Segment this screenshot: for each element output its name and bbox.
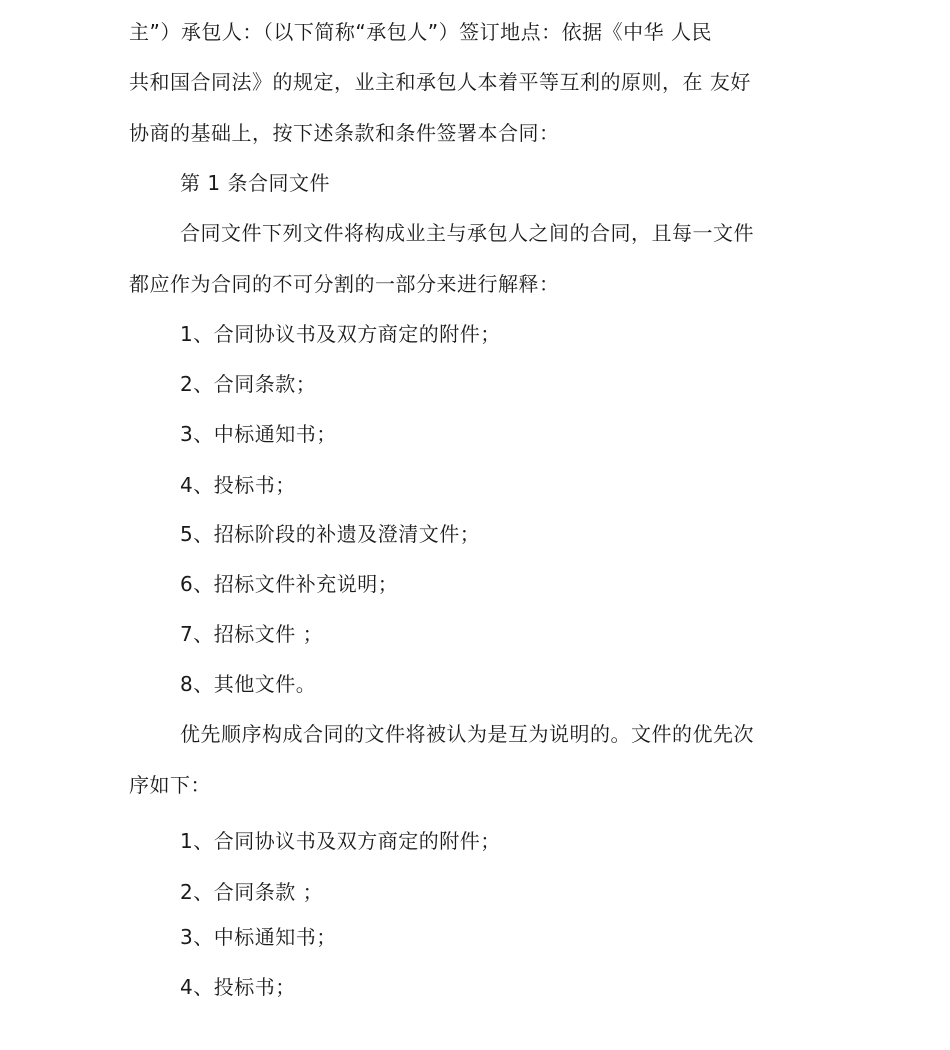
intro-line-1: 主”）承包人：（以下简称“承包人”）签订地点：依据《中华 人民 (129, 20, 712, 44)
article-title: 第 1 条合同文件 (180, 171, 330, 195)
documents-list-item: 6、招标文件补充说明； (180, 572, 399, 596)
article-line-1: 合同文件下列文件将构成业主与承包人之间的合同，且每一文件 (180, 221, 754, 245)
intro-line-3: 协商的基础上，按下述条款和条件签署本合同： (129, 121, 560, 145)
priority-list-item: 4、投标书； (180, 975, 296, 999)
priority-line-1: 优先顺序构成合同的文件将被认为是互为说明的。文件的优先次 (180, 722, 754, 746)
documents-list-item: 1、合同协议书及双方商定的附件； (180, 322, 501, 346)
priority-line-2: 序如下： (129, 773, 211, 797)
documents-list-item: 8、其他文件。 (180, 672, 317, 696)
documents-list-item: 3、中标通知书； (180, 422, 337, 446)
priority-list-item: 2、合同条款 ； (180, 880, 324, 904)
article-line-2: 都应作为合同的不可分割的一部分来进行解释： (129, 272, 560, 296)
priority-list-item: 1、合同协议书及双方商定的附件； (180, 829, 501, 853)
priority-list-item: 3、中标通知书； (180, 925, 337, 949)
documents-list-item: 5、招标阶段的补遗及澄清文件； (180, 522, 481, 546)
documents-list-item: 2、合同条款； (180, 372, 317, 396)
documents-list-item: 7、招标文件 ； (180, 622, 324, 646)
documents-list-item: 4、投标书； (180, 473, 296, 497)
intro-line-2: 共和国合同法》的规定，业主和承包人本着平等互利的原则，在 友好 (129, 70, 751, 94)
